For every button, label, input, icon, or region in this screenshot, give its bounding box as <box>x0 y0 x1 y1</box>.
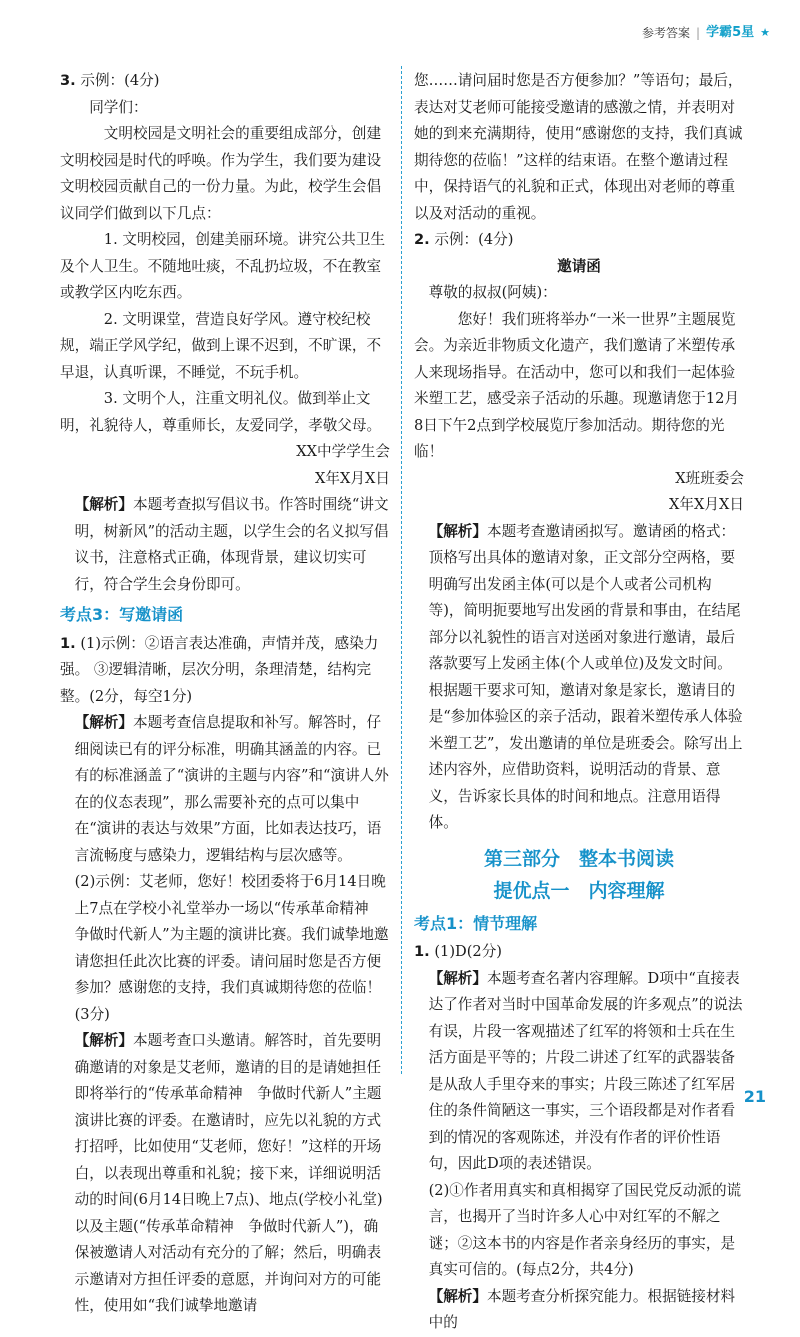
analysis-paragraph <box>414 1284 744 1337</box>
analysis-continuation: 您……请问届时您是否方便参加？”等语句；最后，表达对艾老师可能接受邀请的感激之情，并表明对她的到来充满期待，使用“感谢您的支持，我们真诚期待您的莅临！”这样的结束语。在整个邀请过程中，保持语气的礼貌和正式，体现出对老师的尊重以及对活动的重视。 <box>414 72 743 222</box>
page-header <box>642 22 770 44</box>
analysis-label: 【解析】 <box>74 496 133 513</box>
left-column <box>60 68 390 1320</box>
letter-signer: X班班委会 <box>675 469 744 487</box>
analysis-label: 【解析】 <box>74 714 133 731</box>
header-label: 参考答案 <box>642 25 691 40</box>
question-1-part-2: (2)①作者用真实和真相揭穿了国民党反动派的谎言，也揭开了当时许多人心中对红军的不解之谜；②这本书的内容是作者亲身经历的事实，是真实可信的。(每点2分，共4分) <box>428 1181 742 1278</box>
question-number: 1. <box>414 943 430 960</box>
letter-date: X年X月X日 <box>669 496 744 513</box>
column-divider <box>401 66 402 1074</box>
question-text: (1)D(2分) <box>434 943 502 960</box>
question-1-part-1 <box>414 939 744 966</box>
analysis-paragraph <box>414 519 744 837</box>
question-number: 1. <box>60 634 76 652</box>
analysis-label: 【解析】 <box>74 1032 133 1049</box>
analysis-text: 本题考查名著内容理解。D项中“直接表达了作者对当时中国革命发展的许多观点”的说法有误，片段一客观描述了红军的将领和士兵在生活方面是平等的；片段二讲述了红军的武器装备是从敌人手里夺来的事实；片段三陈述了红军居住的条件简陋这一事实，三个语段都是对作者看到的情况的客观陈述，并没有作者的评价性语句，因此D项的表述错误。 <box>428 969 743 1172</box>
question-text: 示例：(4分) <box>434 231 514 248</box>
question-text: (1)示例：②语言表达准确，声情并茂，感染力强。 ③逻辑清晰，层次分明，条理清楚，结构完整。(2分，每空1分) <box>60 634 379 705</box>
star-icon: ★ <box>760 25 770 39</box>
analysis-label: 【解析】 <box>428 969 487 987</box>
question-number: 3. <box>60 72 76 89</box>
proposal-signer: XX中学学生会 <box>296 443 390 460</box>
analysis-paragraph <box>60 1028 390 1320</box>
section-heading-kaodian-3: 考点3：写邀请函 <box>60 605 184 624</box>
question-text: 示例：(4分) <box>80 72 160 89</box>
analysis-paragraph <box>60 710 390 869</box>
analysis-paragraph <box>414 966 744 1178</box>
header-separator: | <box>696 25 701 40</box>
analysis-text: 本题考查口头邀请。解答时，首先要明确邀请的对象是艾老师，邀请的目的是请她担任即将举行的“传承革命精神 争做时代新人”主题演讲比赛的评委。在邀请时，应先以礼貌的方式打招呼，比如使用“艾老师，您好！”这样的开场白，以表现出尊重和礼貌；接下来，详细说明活动的时间(6月14日晚上7点)、地点(学校小礼堂)以及主题(“传承革命精神 争做时代新人”)，确保被邀请人对活动有充分的了解；然后，明确表示邀请对方担任评委的意愿，并询问对方的可能性，使用如“我们诚挚地邀请 <box>74 1032 383 1314</box>
letter-body: 您好！我们班将举办“一米一世界”主题展览会。为亲近非物质文化遗产，我们邀请了米塑传承人来现场指导。在活动中，您可以和我们一起体验米塑工艺，感受亲子活动的乐趣。现邀请您于12月8日下午2点到学校展览厅参加活动。期待您的光临！ <box>414 310 740 460</box>
analysis-text: 本题考查分析探究能力。根据链接材料中的 <box>428 1287 736 1331</box>
part-title: 第三部分 整本书阅读 <box>483 847 674 870</box>
analysis-paragraph <box>60 492 390 598</box>
right-column <box>414 68 744 1337</box>
proposal-item-1: 1. 文明校园，创建美丽环境。讲究公共卫生及个人卫生。不随地吐痰，不乱扔垃圾，不在教室或教学区内吃东西。 <box>60 231 386 301</box>
analysis-text: 本题考查邀请函拟写。邀请函的格式：顶格写出具体的邀请对象，正文部分空两格，要明确写出发函主体(可以是个人或者公司机构等)，简明扼要地写出发函的背景和事由，在结尾部分以礼貌性的语言对送函对象进行邀请，最后落款要写上发函主体(个人或单位)及发文时间。根据题干要求可知，邀请对象是家长，邀请目的是“参加体验区的亲子活动，跟着米塑传承人体验米塑工艺”，发出邀请的单位是班委会。除写出上述内容外，应借助资料，说明活动的背景、意义，告诉家长具体的时间和地点。注意用语得体。 <box>428 522 743 831</box>
proposal-greeting: 同学们： <box>89 98 148 116</box>
analysis-label: 【解析】 <box>428 1287 487 1305</box>
question-1-part-2: (2)示例：艾老师，您好！校团委将于6月14日晚上7点在学校小礼堂举办一场以“传承革命精神 争做时代新人”为主题的演讲比赛。我们诚挚地邀请您担任此次比赛的评委。请问届时您是否方便参加？感谢您的支持，我们真诚期待您的莅临！(3分) <box>74 873 389 1023</box>
analysis-text: 本题考查拟写倡议书。作答时围绕“讲文明，树新风”的活动主题，以学生会的名义拟写倡议书，注意格式正确，体现背景，建议切实可行，符合学生会身份即可。 <box>74 496 389 593</box>
proposal-paragraph: 文明校园是文明社会的重要组成部分，创建文明校园是时代的呼唤。作为学生，我们要为建设文明校园贡献自己的一份力量。为此，校学生会倡议同学们做到以下几点： <box>60 125 382 222</box>
question-1-part-1 <box>60 631 390 711</box>
question-number: 2. <box>414 231 430 248</box>
brand-logo: 学霸5星 <box>706 24 755 40</box>
question-2-heading <box>414 227 744 254</box>
letter-title: 邀请函 <box>557 257 601 275</box>
section-title: 提优点一 内容理解 <box>493 879 665 902</box>
page-number: 21 <box>743 1086 766 1106</box>
proposal-item-3: 3. 文明个人，注重文明礼仪。做到举止文明，礼貌待人，尊重师长，友爱同学，孝敬父母。 <box>60 390 382 434</box>
section-heading-kaodian-1: 考点1：情节理解 <box>414 913 538 933</box>
proposal-date: X年X月X日 <box>315 469 390 487</box>
question-3-heading <box>60 68 390 95</box>
letter-salutation: 尊敬的叔叔(阿姨)： <box>428 284 557 301</box>
analysis-label: 【解析】 <box>428 522 487 540</box>
analysis-text: 本题考查信息提取和补写。解答时，仔细阅读已有的评分标准，明确其涵盖的内容。已有的标准涵盖了“演讲的主题与内容”和“演讲人外在的仪态表现”，那么需要补充的点可以集中在“演讲的表达与效果”方面，比如表达技巧，语言流畅度与感染力，逻辑结构与层次感等。 <box>74 714 389 864</box>
proposal-item-2: 2. 文明课堂，营造良好学风。遵守校纪校规，端正学风学纪，做到上课不迟到，不旷课，不早退，认真听课，不睡觉，不玩手机。 <box>60 310 382 381</box>
